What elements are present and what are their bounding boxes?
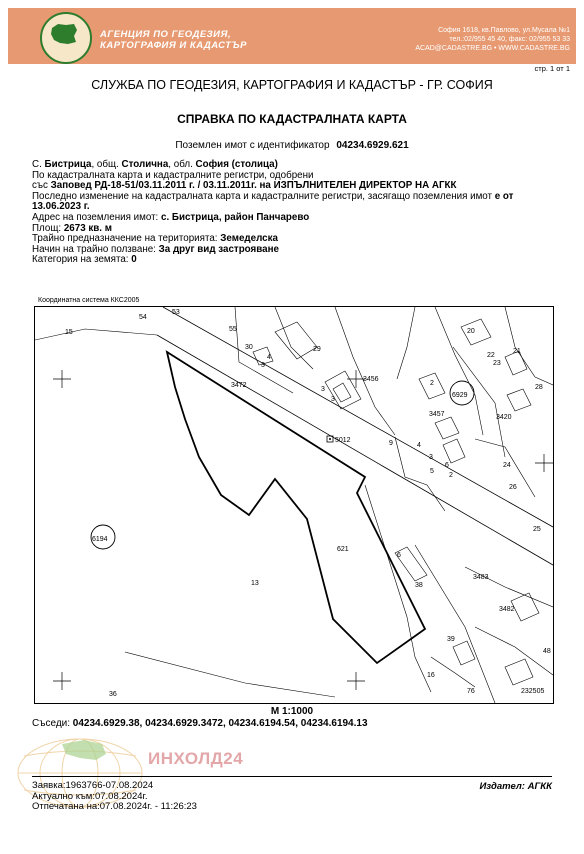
map-scale: М 1:1000 xyxy=(270,706,314,717)
last-change-from: е от xyxy=(494,190,514,202)
map-label: 6 xyxy=(397,552,401,559)
map-label: 2 xyxy=(449,472,453,479)
map-label: 16 xyxy=(427,672,435,679)
last-change-text: Последно изменение на кадастралната карта и кадастралните регистри, засягащо поземления имот xyxy=(32,190,493,202)
map-basis-line: По кадастралната карта и кадастралните регистри, одобрени xyxy=(32,169,314,181)
usage-value: За друг вид застрояване xyxy=(158,243,279,255)
map-label: 3457 xyxy=(429,411,445,418)
map-label: 28 xyxy=(535,384,543,391)
area-label: Площ: xyxy=(32,222,62,234)
footer-info xyxy=(32,781,197,813)
subject-parcel-621 xyxy=(167,352,425,663)
map-label: 3482 xyxy=(499,606,515,613)
municipality-name: Столична xyxy=(121,159,169,170)
location-prefix: С. xyxy=(32,159,42,170)
issuer: Издател: АГКК xyxy=(479,781,552,792)
map-label: 13 xyxy=(251,580,259,587)
contact-web: ACAD@CADASTRE.BG • WWW.CADASTRE.BG xyxy=(415,45,570,52)
map-label: 15 xyxy=(65,329,73,336)
map-label: 6194 xyxy=(92,536,108,543)
municipality-prefix: , общ. xyxy=(91,159,119,170)
province-prefix: , обл. xyxy=(168,159,193,170)
map-label: 3420 xyxy=(496,414,512,421)
address-line xyxy=(32,213,572,224)
current-as-of: Актуално към:07.08.2024г. xyxy=(32,790,148,802)
service-name: СЛУЖБА ПО ГЕОДЕЗИЯ, КАРТОГРАФИЯ И КАДАСТЪР - ГР. СОФИЯ xyxy=(91,78,493,92)
map-label: 76 xyxy=(467,688,475,695)
purpose-value: Земеделска xyxy=(220,233,278,245)
bulgaria-map-icon xyxy=(50,22,78,46)
neighbors-label: Съседи: xyxy=(32,718,71,729)
map-label: 6 xyxy=(445,462,449,469)
location-line xyxy=(32,160,572,171)
grid-crosses xyxy=(53,370,553,690)
map-label: 39 xyxy=(447,636,455,643)
map-label: 3483 xyxy=(473,574,489,581)
printed-at: Отпечатана на:07.08.2024г. - 11:26:23 xyxy=(32,801,197,812)
last-change-date-value: 13.06.2023 г. xyxy=(32,201,90,213)
area-value: 2673 кв. м xyxy=(63,222,112,234)
geodetic-point-center xyxy=(329,438,331,440)
property-info xyxy=(32,160,572,266)
map-labels xyxy=(65,309,551,698)
map-label: 22 xyxy=(487,352,495,359)
map-label: 48 xyxy=(543,648,551,655)
map-label: 4 xyxy=(417,442,421,449)
agency-name xyxy=(100,29,247,51)
watermark-text: ИНХОЛД24 xyxy=(148,749,244,768)
map-label: 29 xyxy=(313,346,321,353)
map-label: 9 xyxy=(389,440,393,447)
map-label: 3 xyxy=(331,396,335,403)
agency-name-line1: АГЕНЦИЯ ПО ГЕОДЕЗИЯ, xyxy=(100,29,232,40)
map-label: 21 xyxy=(513,348,521,355)
map-label: 3 xyxy=(261,362,265,369)
map-label: 232505 xyxy=(521,688,545,695)
map-label: 3456 xyxy=(363,376,379,383)
map-label: 3 xyxy=(429,454,433,461)
agency-contact xyxy=(415,26,570,53)
cadastral-map xyxy=(34,306,554,704)
map-label: 5012 xyxy=(335,437,351,444)
last-change-line xyxy=(32,192,572,203)
map-label: 55 xyxy=(229,326,237,333)
usage-label: Начин на трайно ползване: xyxy=(32,243,156,255)
map-label: 20 xyxy=(467,328,475,335)
map-label: 26 xyxy=(509,484,517,491)
map-label: 621 xyxy=(337,546,349,553)
order-prefix: със xyxy=(32,180,48,192)
village-name: Бистрица xyxy=(44,159,92,170)
map-label: 4 xyxy=(267,354,271,361)
map-label: 2 xyxy=(430,380,434,387)
map-label: 36 xyxy=(109,691,117,698)
map-label: 53 xyxy=(172,309,180,316)
map-label: 3 xyxy=(321,386,325,393)
province-name: София (столица) xyxy=(195,159,278,170)
identifier-label: Поземлен имот с идентификатор xyxy=(175,140,330,151)
map-label: 54 xyxy=(139,314,147,321)
map-label: 23 xyxy=(493,360,501,367)
coordinate-system: Координатна система ККС2005 xyxy=(38,297,140,304)
footer-divider xyxy=(32,776,552,777)
contact-phone: тел.:02/955 45 40, факс: 02/955 53 33 xyxy=(449,36,570,43)
request-number: Заявка:1963766-07.08.2024 xyxy=(32,780,154,791)
category-value: 0 xyxy=(131,254,137,266)
property-identifier xyxy=(0,140,584,151)
map-label: 38 xyxy=(415,582,423,589)
address-label: Адрес на поземления имот: xyxy=(32,211,159,223)
map-label: 6929 xyxy=(452,392,468,399)
category-line xyxy=(32,255,572,266)
buildings xyxy=(253,319,539,685)
neighbors-value: 04234.6929.38, 04234.6929.3472, 04234.6194.54, 04234.6194.13 xyxy=(72,718,368,729)
map-label: 3472 xyxy=(231,382,247,389)
map-label: 30 xyxy=(245,344,253,351)
purpose-label: Трайно предназначение на територията: xyxy=(32,233,218,245)
map-label: 5 xyxy=(430,468,434,475)
category-label: Категория на земята: xyxy=(32,254,129,266)
contact-address: София 1618, кв.Павлово, ул.Мусала №1 xyxy=(438,27,570,34)
identifier-value: 04234.6929.621 xyxy=(336,140,409,151)
document-title: СПРАВКА ПО КАДАСТРАЛНАТА КАРТА xyxy=(177,112,407,126)
parcel-boundaries xyxy=(35,307,553,703)
map-label: 25 xyxy=(533,526,541,533)
agency-name-line2: КАРТОГРАФИЯ И КАДАСТЪР xyxy=(100,40,247,51)
page-number: стр. 1 от 1 xyxy=(534,64,570,73)
order-text: Заповед РД-18-51/03.11.2011 г. / 03.11.2011г. на ИЗПЪЛНИТЕЛЕН ДИРЕКТОР НА АГКК xyxy=(50,180,457,192)
road-edge-south xyxy=(157,335,553,565)
address-value: с. Бистрица, район Панчарево xyxy=(161,211,310,223)
map-label: 24 xyxy=(503,462,511,469)
